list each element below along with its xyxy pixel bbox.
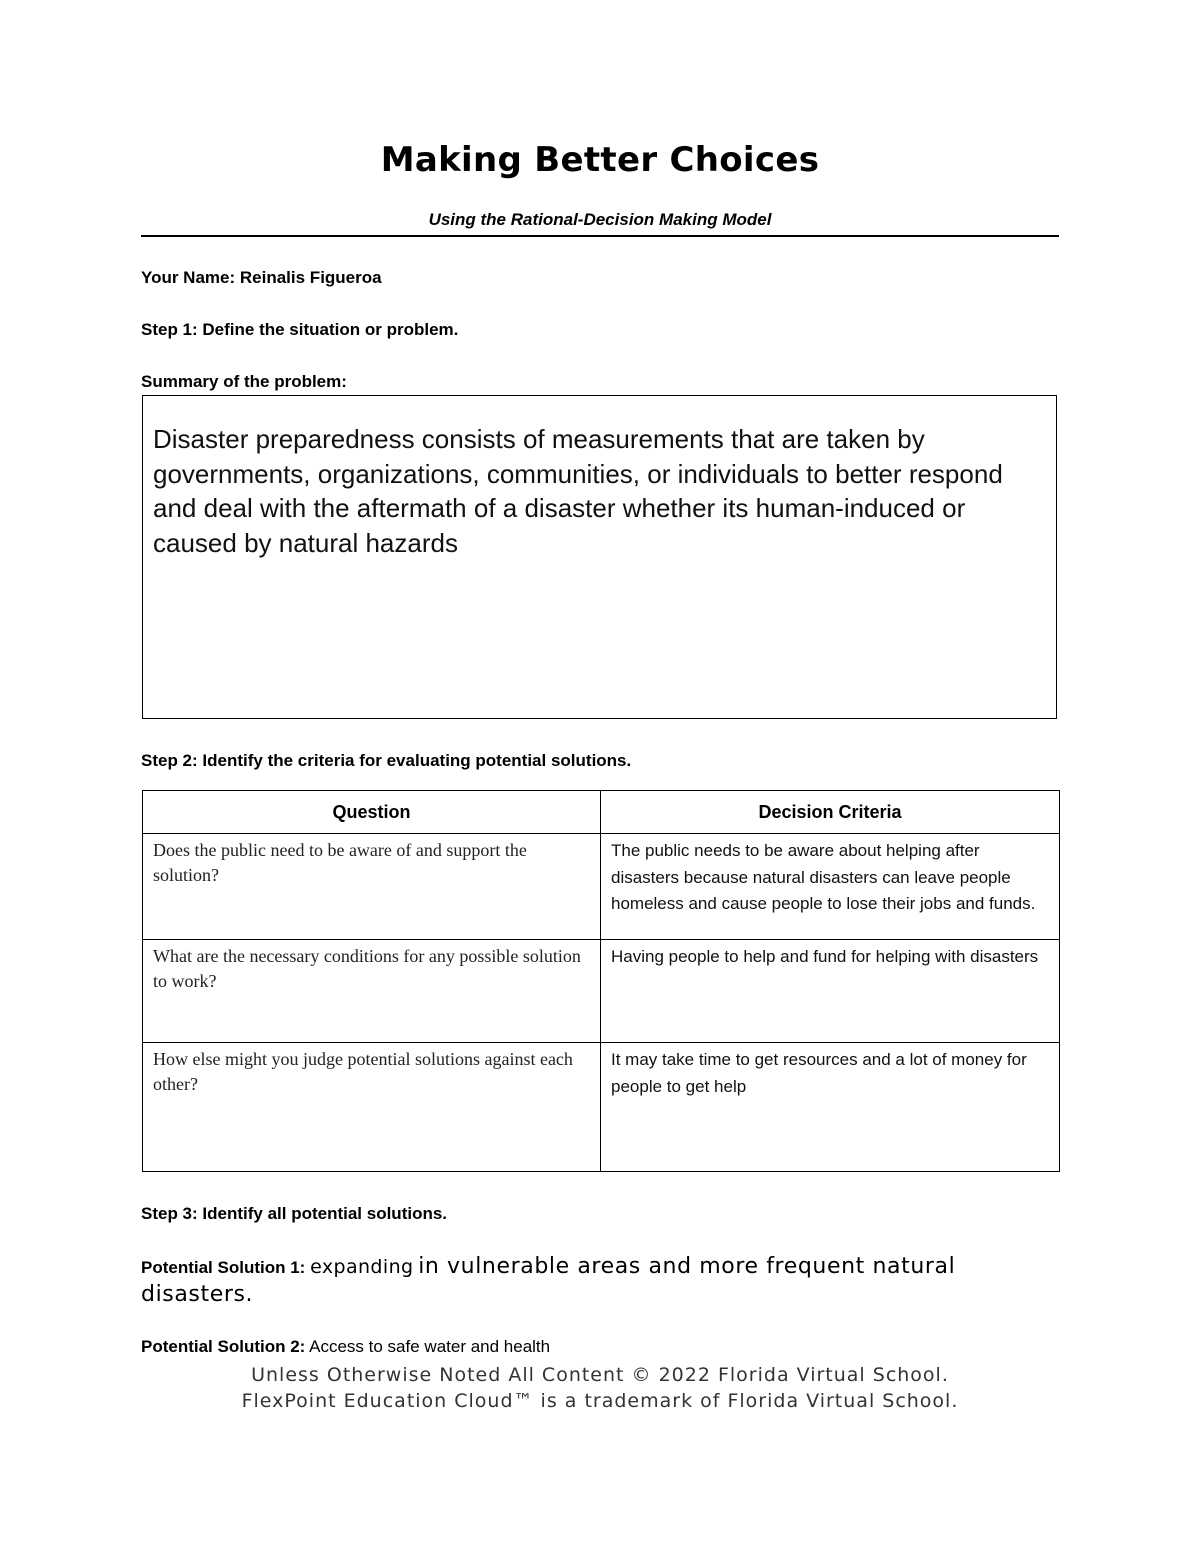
summary-textbox[interactable] [142, 395, 1057, 719]
solution1-text-part2[interactable]: in vulnerable areas and more frequent natural disasters. [141, 1254, 956, 1307]
question-cell: How else might you judge potential solutions against each other? [143, 1043, 601, 1172]
solution2-text[interactable]: Access to safe water and health [309, 1337, 551, 1356]
step2-heading: Step 2: Identify the criteria for evaluating potential solutions. [141, 751, 632, 770]
column-header-question: Question [143, 791, 601, 834]
table-row [143, 834, 1060, 940]
page-subtitle: Using the Rational-Decision Making Model [428, 210, 772, 229]
step1-heading: Step 1: Define the situation or problem. [141, 320, 459, 339]
summary-text[interactable]: Disaster preparedness consists of measurements that are taken by governments, organizations, communities, or individuals to better respond and deal with the aftermath of a disaster whether its human-induced or caused by natural hazards [153, 424, 1003, 558]
page-title: Making Better Choices [380, 140, 820, 180]
footer-copyright: Unless Otherwise Noted All Content © 2022 Florida Virtual School. [251, 1364, 949, 1386]
table-row [143, 1043, 1060, 1172]
solution1-text-part1[interactable]: expanding [310, 1256, 414, 1278]
criteria-cell[interactable]: It may take time to get resources and a lot of money for people to get help [601, 1043, 1060, 1172]
potential-solution-1 [141, 1253, 1041, 1309]
solution2-label: Potential Solution 2: [141, 1337, 306, 1356]
name-label: Your Name: [141, 268, 236, 287]
step3-heading: Step 3: Identify all potential solutions. [141, 1204, 448, 1223]
question-cell: Does the public need to be aware of and support the solution? [143, 834, 601, 940]
question-cell: What are the necessary conditions for any possible solution to work? [143, 940, 601, 1043]
table-row [143, 940, 1060, 1043]
summary-label: Summary of the problem: [141, 372, 347, 391]
column-header-criteria: Decision Criteria [601, 791, 1060, 834]
name-value[interactable]: Reinalis Figueroa [239, 268, 382, 287]
footer-trademark: FlexPoint Education Cloud™ is a trademark of Florida Virtual School. [241, 1390, 959, 1412]
criteria-cell[interactable]: The public needs to be aware about helping after disasters because natural disasters can leave people homeless and cause people to lose their jobs and funds. [601, 834, 1060, 940]
name-line [141, 268, 382, 288]
solution1-label: Potential Solution 1: [141, 1258, 306, 1277]
table-header-row [143, 791, 1060, 834]
criteria-table [142, 790, 1060, 1172]
criteria-cell[interactable]: Having people to help and fund for helping with disasters [601, 940, 1060, 1043]
title-divider [141, 235, 1059, 237]
potential-solution-2 [141, 1337, 550, 1357]
